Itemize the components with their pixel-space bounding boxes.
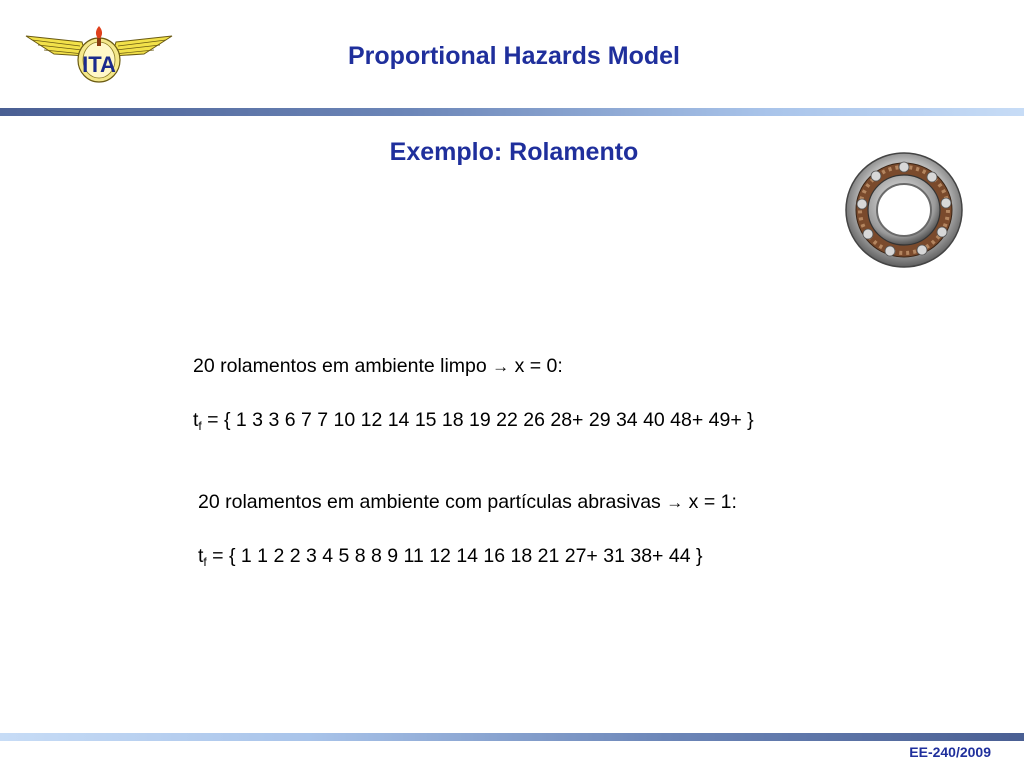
group2-description: [198, 491, 737, 514]
group1-condition: x = 0:: [514, 355, 563, 377]
right-arrow-icon: →: [666, 493, 684, 512]
group1-intro: 20 rolamentos em ambiente limpo: [193, 355, 487, 377]
svg-text:ITA: ITA: [82, 52, 116, 77]
tf-label: t: [193, 409, 199, 431]
group2-failure-times: [198, 545, 702, 569]
tf-subscript: f: [198, 419, 202, 433]
group1-values: = { 1 3 3 6 7 7 10 12 14 15 18 19 22 26 28+ 29 34 40 48+ 49+ }: [201, 409, 754, 431]
group1-failure-times: [193, 409, 754, 433]
group2-values: = { 1 1 2 2 3 4 5 8 8 9 11 12 14 16 18 21 27+ 31 38+ 44 }: [206, 545, 703, 567]
bearing-image: [838, 148, 968, 272]
group2-condition: x = 1:: [688, 491, 737, 513]
group2-intro: 20 rolamentos em ambiente com partículas abrasivas: [198, 491, 661, 513]
group1-description: [193, 355, 563, 378]
footer-divider: [0, 733, 1024, 741]
right-arrow-icon: →: [492, 357, 510, 376]
tf-subscript: f: [203, 555, 207, 569]
slide-title: Proportional Hazards Model: [348, 42, 680, 70]
course-code: EE-240/2009: [909, 744, 991, 760]
slide-subtitle: Exemplo: Rolamento: [389, 138, 639, 166]
header-divider: [0, 108, 1024, 116]
tf-label: t: [198, 545, 204, 567]
